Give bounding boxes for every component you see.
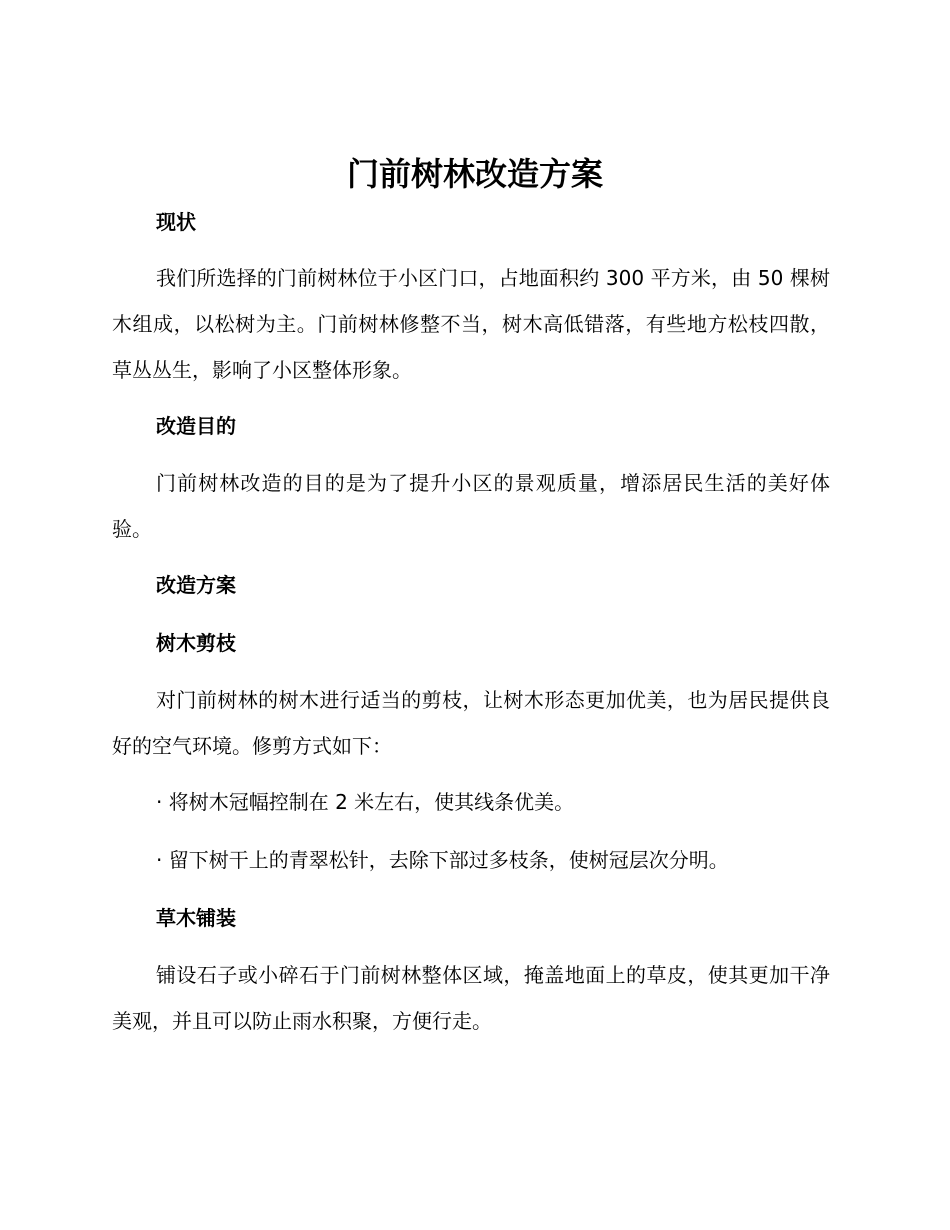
paragraph-goal: 门前树林改造的目的是为了提升小区的景观质量，增添居民生活的美好体验。 bbox=[112, 471, 830, 541]
paragraph-status: 我们所选择的门前树林位于小区门口，占地面积约 300 平方米，由 50 棵树木组成，以松树为主。门前树林修整不当，树木高低错落，有些地方松枝四散，草丛丛生，影响了小区整体形象。 bbox=[112, 266, 830, 382]
document-title: 门前树林改造方案 bbox=[346, 155, 603, 193]
subsection-heading-pruning: 树木剪枝 bbox=[156, 631, 236, 655]
paragraph-paving: 铺设石子或小碎石于门前树林整体区域，掩盖地面上的草皮，使其更加干净美观，并且可以防止雨水积聚，方便行走。 bbox=[112, 963, 830, 1033]
section-heading-status: 现状 bbox=[156, 210, 196, 234]
section-heading-goal: 改造目的 bbox=[156, 414, 236, 438]
subsection-heading-paving: 草木铺装 bbox=[156, 906, 236, 930]
list-item-pruning-2: · 留下树干上的青翠松针，去除下部过多枝条，使树冠层次分明。 bbox=[156, 848, 729, 872]
list-item-pruning-1: · 将树木冠幅控制在 2 米左右，使其线条优美。 bbox=[156, 790, 575, 814]
paragraph-pruning: 对门前树林的树木进行适当的剪枝，让树木形态更加优美，也为居民提供良好的空气环境。修剪方式如下： bbox=[112, 688, 830, 758]
section-heading-plan: 改造方案 bbox=[156, 573, 236, 597]
